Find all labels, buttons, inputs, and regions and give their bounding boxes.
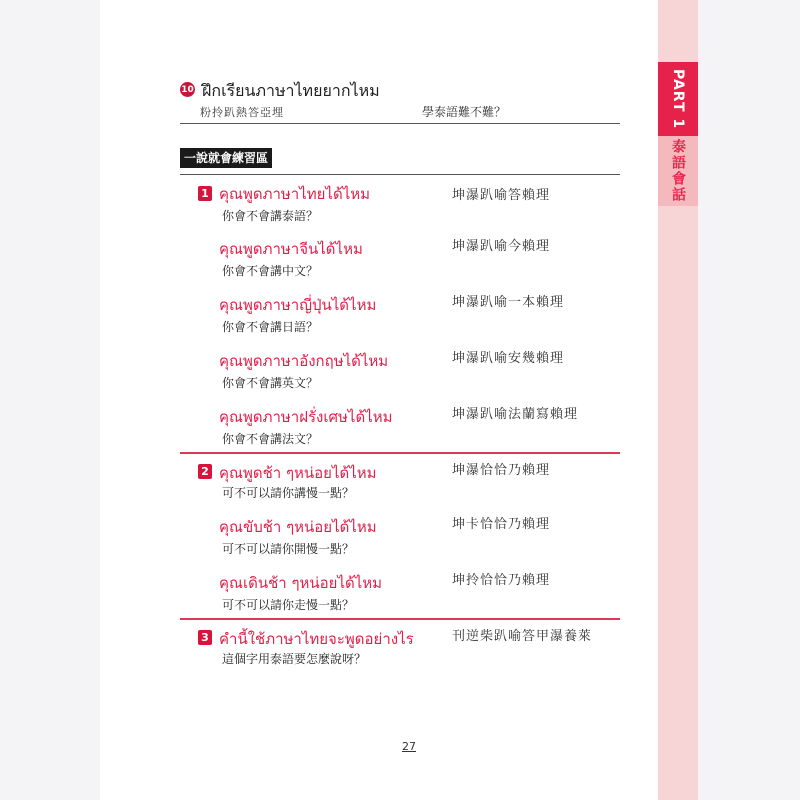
sentence-chinese: 你會不會講中文？	[222, 264, 319, 278]
practice-title: 一說就會練習區	[180, 148, 272, 168]
sentence-chinese: 你會不會講日語？	[222, 320, 319, 334]
sentence-phonetic: 刊逆柴趴喻答甲瀑養萊	[452, 629, 593, 644]
section-label: 泰語會話	[670, 139, 686, 203]
divider	[180, 123, 620, 124]
sentence-chinese: 這個字用泰語要怎麼說呀？	[222, 652, 367, 666]
sentence-chinese: 可不可以請你走慢一點？	[222, 598, 355, 612]
lesson-title-phonetic: 粉拎趴熱答亞埋	[200, 106, 284, 119]
sentence-phonetic: 坤瀑趴喻一本賴理	[452, 295, 565, 310]
sentence-thai: คุณพูดภาษาจีนได้ไหม	[219, 240, 363, 258]
page-number: 27	[402, 740, 416, 753]
group-badge-1: 1	[198, 186, 212, 201]
sentence-thai: คุณพูดภาษาอังกฤษได้ไหม	[219, 352, 389, 370]
lesson-title-thai: ฝึกเรียนภาษาไทยยากไหม	[202, 81, 380, 100]
part-label: PART 1	[670, 68, 686, 130]
section-tab	[658, 136, 698, 206]
group-badge-3: 3	[198, 630, 212, 645]
divider	[180, 452, 620, 454]
lesson-number-badge: 10	[180, 82, 195, 97]
sentence-phonetic: 坤卡恰恰乃賴理	[452, 517, 551, 532]
sentence-thai: คุณพูดภาษาฝรั่งเศษได้ไหม	[219, 408, 393, 426]
lesson-title-chinese: 學泰語難不難？	[422, 105, 507, 119]
sentence-thai: คุณพูดช้า ๆหน่อยได้ไหม	[219, 464, 377, 482]
sentence-thai: คุณพูดภาษาไทยได้ไหม	[219, 185, 371, 203]
sentence-chinese: 你會不會講泰語？	[222, 209, 319, 223]
divider	[180, 618, 620, 620]
divider	[180, 174, 620, 175]
sentence-thai: คำนี้ใช้ภาษาไทยจะพูดอย่างไร	[219, 630, 414, 648]
sentence-phonetic: 坤瀑趴喻今賴理	[452, 239, 551, 254]
sentence-thai: คุณเดินช้า ๆหน่อยได้ไหม	[219, 574, 383, 592]
sentence-phonetic: 坤瀑趴喻答賴理	[452, 188, 551, 203]
sentence-phonetic: 坤瀑趴喻安幾賴理	[452, 351, 565, 366]
sentence-phonetic: 坤瀑趴喻法蘭寫賴理	[452, 407, 579, 422]
sentence-chinese: 可不可以請你講慢一點？	[222, 486, 355, 500]
sentence-phonetic: 坤瀑恰恰乃賴理	[452, 463, 551, 478]
page-sheet	[100, 0, 660, 800]
sentence-thai: คุณพูดภาษาญี่ปุ่นได้ไหม	[219, 296, 377, 314]
part-tab	[658, 62, 698, 136]
sentence-phonetic: 坤拎恰恰乃賴理	[452, 573, 551, 588]
sentence-thai: คุณขับช้า ๆหน่อยได้ไหม	[219, 518, 377, 536]
sentence-chinese: 可不可以請你開慢一點？	[222, 542, 355, 556]
group-badge-2: 2	[198, 464, 212, 479]
sentence-chinese: 你會不會講英文？	[222, 376, 319, 390]
sentence-chinese: 你會不會講法文？	[222, 432, 319, 446]
